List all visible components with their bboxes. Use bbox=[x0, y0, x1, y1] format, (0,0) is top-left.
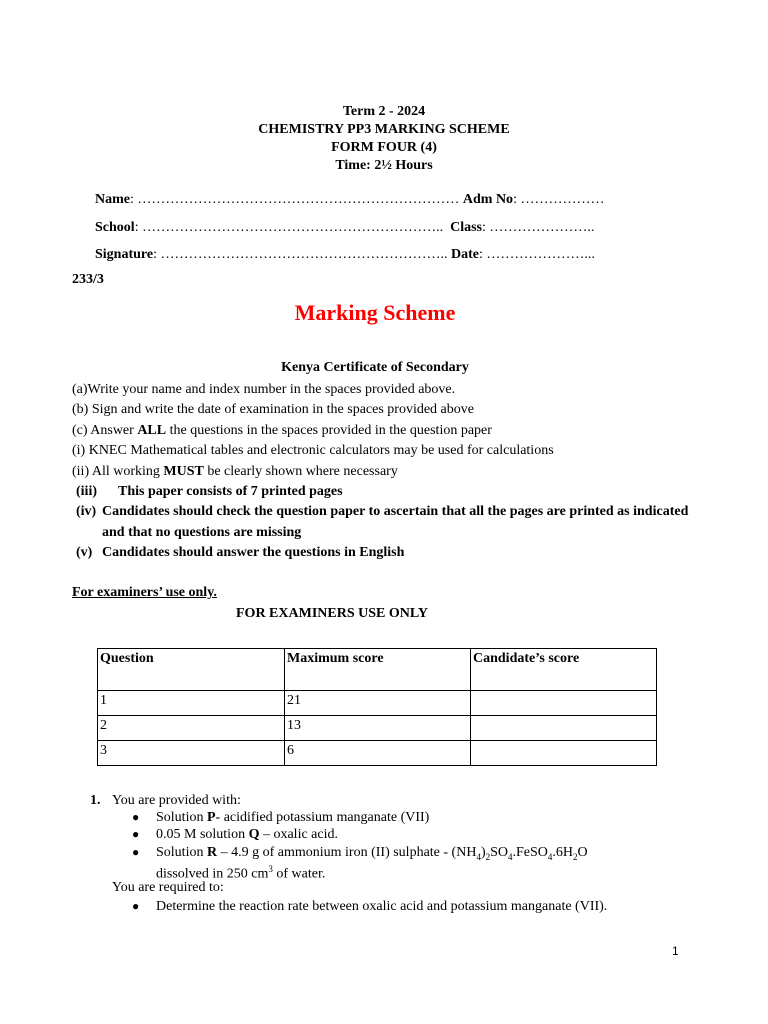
instruction-ii-post: be clearly shown where necessary bbox=[203, 463, 398, 479]
paper-code: 233/3 bbox=[72, 272, 104, 287]
formula-part: SO bbox=[490, 845, 509, 860]
page-number: 1 bbox=[672, 944, 679, 958]
instruction-iii-text: This paper consists of 7 printed pages bbox=[118, 484, 343, 500]
cell-question: 2 bbox=[98, 716, 285, 741]
school-blank[interactable]: : ……………………………………………………….. bbox=[134, 220, 444, 235]
instructions bbox=[72, 380, 692, 564]
bullet-icon: ● bbox=[132, 899, 140, 913]
formula-sub: 2 bbox=[485, 851, 491, 862]
question-number: 1. bbox=[90, 793, 101, 808]
instruction-c-pre: (c) Answer bbox=[72, 422, 138, 438]
instruction-a: (a)Write your name and index number in the spaces provided above. bbox=[72, 382, 456, 397]
formula-sub: 2 bbox=[573, 851, 578, 862]
header-question: Question bbox=[98, 649, 285, 691]
marking-scheme-title: Marking Scheme bbox=[294, 300, 456, 325]
examiners-note: For examiners’ use only. bbox=[72, 585, 217, 600]
question-intro: You are provided with: bbox=[112, 793, 241, 808]
instruction-iv-label: (iv) bbox=[76, 504, 97, 520]
dissolved-post: of water. bbox=[272, 866, 326, 882]
bullet-r-post: – 4.9 g of ammonium iron (II) sulphate - (NH bbox=[217, 845, 477, 860]
table-row bbox=[98, 716, 657, 741]
instruction-ii-bold: MUST bbox=[163, 463, 204, 479]
date-blank[interactable]: : …………………... bbox=[478, 247, 595, 262]
class-blank[interactable]: : ………………….. bbox=[481, 220, 595, 235]
instruction-b: (b) Sign and write the date of examination in the spaces provided above bbox=[72, 402, 474, 418]
cell-question: 3 bbox=[98, 741, 285, 766]
formula-part: ) bbox=[480, 845, 486, 860]
table-row bbox=[98, 691, 657, 716]
formula-part: .6H bbox=[552, 845, 574, 860]
header-candidate-score: Candidate’s score bbox=[471, 649, 657, 691]
bullet-r-bold: R bbox=[206, 845, 218, 860]
table-header-row bbox=[98, 649, 657, 691]
instruction-c bbox=[72, 421, 692, 441]
time-line: Time: 2½ Hours bbox=[335, 158, 433, 173]
bullet-p-post: - acidified potassium manganate (VII) bbox=[215, 810, 430, 825]
bullet-icon: ● bbox=[132, 827, 140, 841]
school-class-row bbox=[95, 220, 594, 236]
list-item bbox=[132, 898, 607, 916]
table-row bbox=[98, 741, 657, 766]
cell-candidate-score[interactable] bbox=[471, 716, 657, 741]
instruction-iii-label: (iii) bbox=[76, 484, 97, 500]
signature-date-row bbox=[95, 247, 595, 263]
instruction-ii bbox=[72, 462, 692, 482]
instruction-v-label: (v) bbox=[76, 545, 93, 561]
term-line: Term 2 - 2024 bbox=[342, 104, 426, 119]
cell-question: 1 bbox=[98, 691, 285, 716]
instruction-v bbox=[72, 543, 692, 563]
formula-part: O bbox=[577, 845, 588, 860]
dissolved-pre: dissolved in 250 cm bbox=[156, 866, 269, 882]
formula-sub: 4 bbox=[547, 851, 553, 862]
formula-sub: 4 bbox=[476, 851, 481, 862]
formula-part: .FeSO bbox=[512, 845, 548, 860]
instruction-iv bbox=[72, 502, 692, 543]
task-text: Determine the reaction rate between oxalic acid and potassium manganate (VII). bbox=[156, 899, 608, 914]
date-label: Date bbox=[450, 247, 479, 262]
name-blank[interactable]: : …………………………………………………………… bbox=[130, 192, 460, 207]
cell-max-score: 13 bbox=[285, 716, 471, 741]
instruction-c-bold: ALL bbox=[137, 422, 167, 438]
bullet-p-pre: Solution bbox=[156, 810, 207, 825]
score-table bbox=[97, 648, 657, 766]
list-item bbox=[132, 809, 429, 827]
instruction-ii-pre: (ii) All working bbox=[72, 463, 164, 479]
required-line: You are required to: bbox=[112, 880, 224, 895]
list-item bbox=[132, 826, 338, 844]
name-label: Name bbox=[95, 192, 130, 207]
paper-title: CHEMISTRY PP3 MARKING SCHEME bbox=[258, 122, 510, 137]
adm-label: Adm No bbox=[462, 192, 514, 207]
signature-blank[interactable]: : …………………………………………………….. bbox=[153, 247, 448, 262]
instruction-c-post: the questions in the spaces provided in the question paper bbox=[166, 422, 492, 438]
header-maximum-score: Maximum score bbox=[285, 649, 471, 691]
bullet-icon: ● bbox=[132, 845, 140, 859]
document-header bbox=[0, 103, 768, 175]
bullet-p-bold: P bbox=[206, 810, 216, 825]
instruction-v-text: Candidates should answer the questions in English bbox=[102, 545, 405, 561]
signature-label: Signature bbox=[95, 247, 154, 262]
cell-candidate-score[interactable] bbox=[471, 691, 657, 716]
adm-blank[interactable]: : ……………… bbox=[513, 192, 605, 207]
instruction-iii bbox=[72, 482, 692, 502]
form-line: FORM FOUR (4) bbox=[331, 140, 437, 155]
examiners-heading: FOR EXAMINERS USE ONLY bbox=[236, 606, 429, 621]
bullet-icon: ● bbox=[132, 810, 140, 824]
instruction-i: (i) KNEC Mathematical tables and electronic calculators may be used for calculations bbox=[72, 443, 554, 459]
bullet-q-post: – oxalic acid. bbox=[259, 827, 338, 842]
dissolved-sup: 3 bbox=[268, 864, 273, 874]
instruction-iv-text: Candidates should check the question paper to ascertain that all the pages are printed as indicated and that no questions are missing bbox=[102, 504, 689, 540]
bullet-q-pre: 0.05 M solution bbox=[156, 827, 249, 842]
cell-max-score: 6 bbox=[285, 741, 471, 766]
cell-candidate-score[interactable] bbox=[471, 741, 657, 766]
bullet-r-pre: Solution bbox=[156, 845, 207, 860]
formula-sub: 4 bbox=[508, 851, 513, 862]
cell-max-score: 21 bbox=[285, 691, 471, 716]
school-label: School bbox=[95, 220, 135, 235]
bullet-q-bold: Q bbox=[248, 827, 260, 842]
class-label: Class bbox=[450, 220, 482, 235]
kcse-heading: Kenya Certificate of Secondary bbox=[281, 360, 469, 375]
name-adm-row bbox=[95, 192, 604, 208]
